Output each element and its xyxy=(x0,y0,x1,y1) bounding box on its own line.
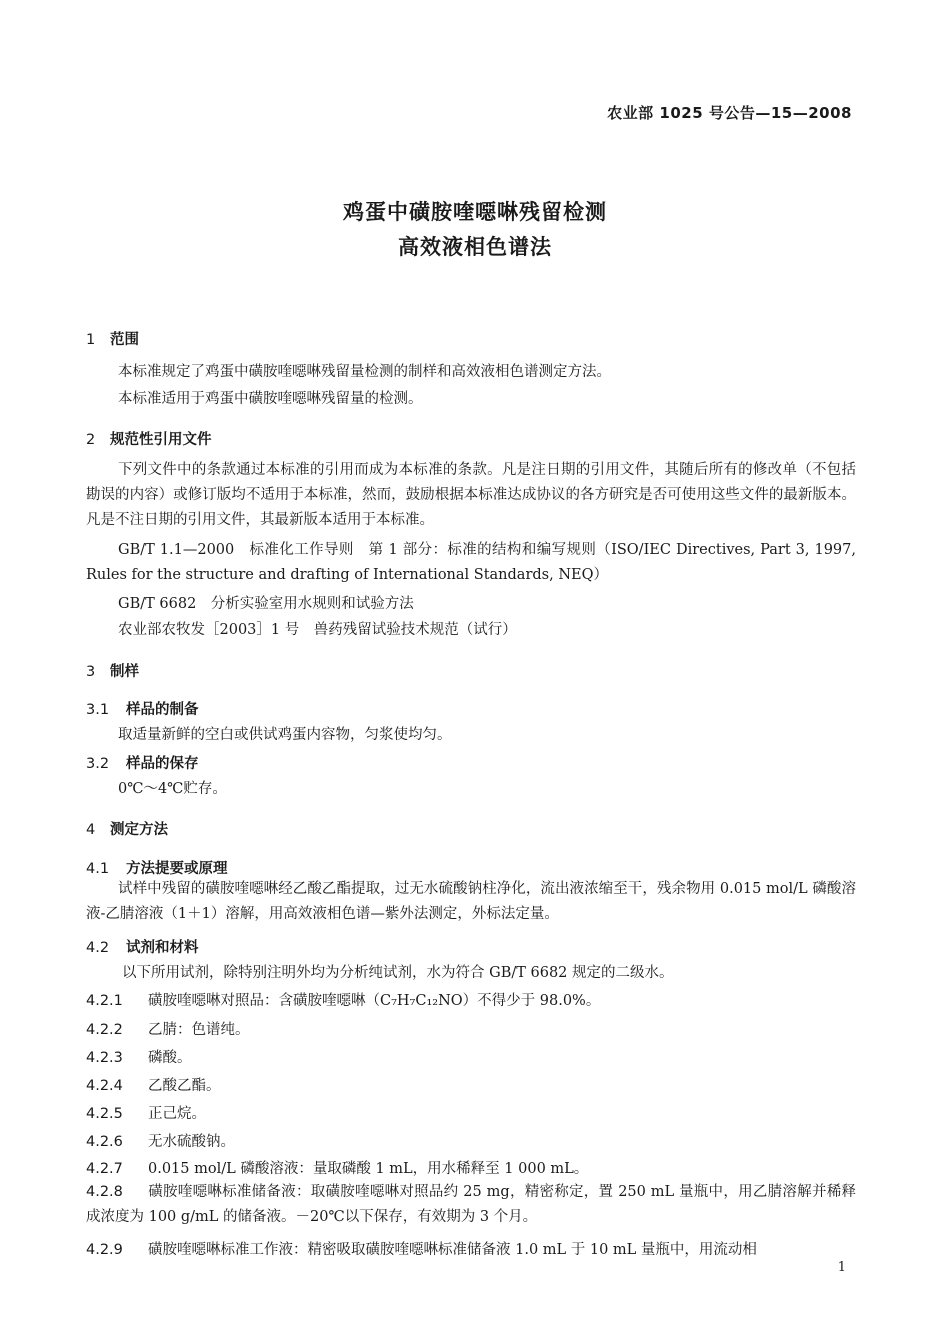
section-title: 样品的保存 xyxy=(126,756,199,772)
section-number: 3.1 xyxy=(86,702,110,718)
item-number: 4.2.8 xyxy=(86,1184,123,1200)
list-item xyxy=(86,1102,856,1123)
item-text: 乙腈：色谱纯。 xyxy=(148,1022,250,1038)
list-item xyxy=(86,1018,856,1039)
section-number: 3 xyxy=(86,664,96,680)
section-title: 规范性引用文件 xyxy=(110,432,212,448)
reference-gbt-1-1: GB/T 1.1—2000 标准化工作导则 第 1 部分：标准的结构和编写规则（ISO/IEC Directives, Part 3, 1997, Rules for the structure and drafting of International Standards, NEQ） xyxy=(86,542,856,583)
item-number: 4.2.1 xyxy=(86,993,123,1009)
section-3-1-text: 取适量新鲜的空白或供试鸡蛋内容物，匀浆使均匀。 xyxy=(118,727,452,743)
item-text: 正己烷。 xyxy=(148,1106,206,1122)
list-item xyxy=(86,1074,856,1095)
section-2-heading xyxy=(86,428,212,449)
list-item xyxy=(86,1238,856,1259)
section-4-2-text: 以下所用试剂，除特别注明外均为分析纯试剂，水为符合 GB/T 6682 规定的二级水。 xyxy=(122,965,674,981)
item-number: 4.2.7 xyxy=(86,1161,123,1177)
list-item xyxy=(86,1046,856,1067)
item-number: 4.2.5 xyxy=(86,1106,123,1122)
section-4-1-heading xyxy=(86,857,228,878)
item-text: 磺胺喹噁啉标准工作液：精密吸取磺胺喹噁啉标准储备液 1.0 mL 于 10 mL 量瓶中，用流动相 xyxy=(148,1242,757,1258)
reference-nongmufa-2003: 农业部农牧发［2003］1 号 兽药残留试验技术规范（试行） xyxy=(118,622,517,638)
list-item xyxy=(86,1130,856,1151)
document-title-line-2: 高效液相色谱法 xyxy=(398,235,552,259)
item-text: 磷酸。 xyxy=(148,1050,192,1066)
section-number: 4.1 xyxy=(86,861,110,877)
item-text: 乙酸乙酯。 xyxy=(148,1078,221,1094)
section-title: 试剂和材料 xyxy=(126,940,199,956)
section-3-2-text: 0℃～4℃贮存。 xyxy=(118,781,227,797)
reference-gbt-6682: GB/T 6682 分析实验室用水规则和试验方法 xyxy=(118,596,414,612)
item-number: 4.2.3 xyxy=(86,1050,123,1066)
section-number: 4.2 xyxy=(86,940,110,956)
item-number: 4.2.2 xyxy=(86,1022,123,1038)
section-4-2-heading xyxy=(86,936,199,957)
section-1-heading xyxy=(86,328,139,349)
section-2-paragraph-1: 下列文件中的条款通过本标准的引用而成为本标准的条款。凡是注日期的引用文件，其随后所有的修改单（不包括勘误的内容）或修订版均不适用于本标准，然而，鼓励根据本标准达成协议的各方研究是否可使用这些文件的最新版本。凡是不注日期的引用文件，其最新版本适用于本标准。 xyxy=(86,462,856,528)
section-3-heading xyxy=(86,660,139,681)
section-title: 测定方法 xyxy=(110,822,168,838)
list-item xyxy=(86,989,856,1010)
item-text: 磺胺喹噁啉标准储备液：取磺胺喹噁啉对照品约 25 mg，精密称定，置 250 mL 量瓶中，用乙腈溶解并稀释成浓度为 100 g/mL 的储备液。－20℃以下保存，有效期为 3 个月。 xyxy=(86,1184,856,1225)
item-text: 无水硫酸钠。 xyxy=(148,1134,235,1150)
item-number: 4.2.4 xyxy=(86,1078,123,1094)
item-text: 0.015 mol/L 磷酸溶液：量取磷酸 1 mL，用水稀释至 1 000 mL。 xyxy=(148,1161,589,1177)
section-number: 4 xyxy=(86,822,96,838)
section-3-1-heading xyxy=(86,698,199,719)
document-title-line-1: 鸡蛋中磺胺喹噁啉残留检测 xyxy=(343,200,607,224)
section-title: 范围 xyxy=(110,332,139,348)
page-number: 1 xyxy=(837,1260,846,1275)
section-title: 方法提要或原理 xyxy=(126,861,228,877)
item-text: 磺胺喹噁啉对照品：含磺胺喹噁啉（C₇H₇C₁₂NO）不得少于 98.0%。 xyxy=(148,993,601,1009)
section-1-paragraph-1: 本标准规定了鸡蛋中磺胺喹噁啉残留量检测的制样和高效液相色谱测定方法。 xyxy=(118,364,611,380)
section-number: 2 xyxy=(86,432,96,448)
section-1-paragraph-2: 本标准适用于鸡蛋中磺胺喹噁啉残留量的检测。 xyxy=(118,391,423,407)
list-item xyxy=(86,1180,856,1230)
section-number: 3.2 xyxy=(86,756,110,772)
section-title: 制样 xyxy=(110,664,139,680)
standard-number: 农业部 1025 号公告—15—2008 xyxy=(607,104,852,122)
item-number: 4.2.9 xyxy=(86,1242,123,1258)
section-number: 1 xyxy=(86,332,96,348)
section-title: 样品的制备 xyxy=(126,702,199,718)
section-3-2-heading xyxy=(86,752,199,773)
section-4-1-text: 试样中残留的磺胺喹噁啉经乙酸乙酯提取，过无水硫酸钠柱净化，流出液浓缩至干，残余物用 0.015 mol/L 磷酸溶液-乙腈溶液（1＋1）溶解，用高效液相色谱—紫外法测定，外标法定量。 xyxy=(86,881,856,922)
list-item xyxy=(86,1157,856,1178)
item-number: 4.2.6 xyxy=(86,1134,123,1150)
section-4-heading xyxy=(86,818,168,839)
